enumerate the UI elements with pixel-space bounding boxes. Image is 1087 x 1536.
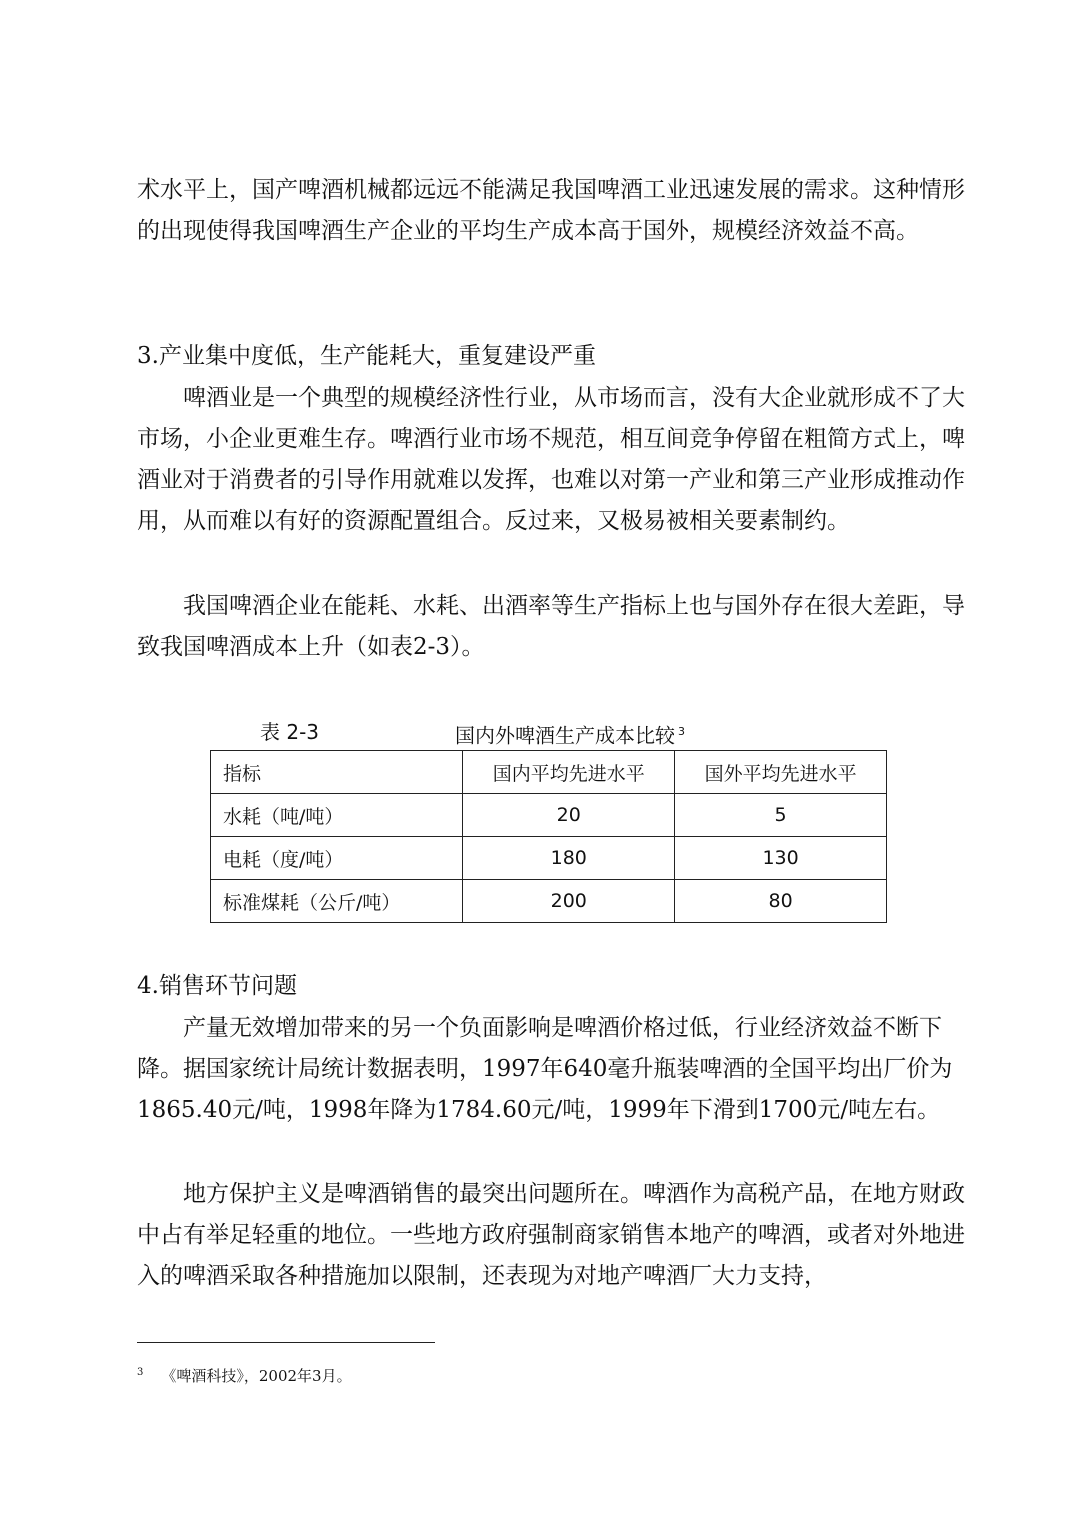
table-label: 表 2-3 (260, 720, 320, 744)
section-heading-4: 4.销售环节问题 (137, 973, 297, 999)
footnote-separator (137, 1342, 435, 1343)
table-cell: 20 (463, 794, 675, 837)
table-header-row (211, 751, 887, 794)
cost-comparison-table (210, 750, 887, 923)
table-cell: 180 (463, 837, 675, 880)
table-row (211, 837, 887, 880)
table-header-cell: 国内平均先进水平 (463, 751, 675, 794)
footnote (137, 1362, 352, 1387)
table-header-cell: 指标 (211, 751, 463, 794)
footnote-text: 《啤酒科技》，2002年3月。 (161, 1367, 352, 1385)
table-title-text: 国内外啤酒生产成本比较 (455, 723, 675, 748)
table-cell: 130 (675, 837, 887, 880)
footnote-mark: 3 (137, 1367, 144, 1378)
table-header-cell: 国外平均先进水平 (675, 751, 887, 794)
table-title (455, 716, 685, 752)
table-row (211, 794, 887, 837)
paragraph-scale-economy: 啤酒业是一个典型的规模经济性行业，从市场而言，没有大企业就形成不了大市场，小企业更难生存。啤酒行业市场不规范，相互间竞争停留在粗简方式上，啤酒业对于消费者的引导作用就难以发挥，也难以对第一产业和第三产业形成推动作用，从而难以有好的资源配置组合。反过来，又极易被相关要素制约。 (137, 385, 965, 534)
table-cell: 电耗（度/吨） (211, 837, 463, 880)
table-cell: 200 (463, 880, 675, 923)
paragraph-price-decline: 产量无效增加带来的另一个负面影响是啤酒价格过低，行业经济效益不断下降。据国家统计局统计数据表明，1997年640毫升瓶装啤酒的全国平均出厂价为1865.40元/吨，1998年降为1784.60元/吨，1999年下滑到1700元/吨左右。 (137, 1015, 953, 1123)
table-row (211, 880, 887, 923)
table-title-footnote-mark: 3 (678, 725, 685, 738)
table-cell: 80 (675, 880, 887, 923)
table-cell: 标准煤耗（公斤/吨） (211, 880, 463, 923)
paragraph-local-protection: 地方保护主义是啤酒销售的最突出问题所在。啤酒作为高税产品，在地方财政中占有举足轻重的地位。一些地方政府强制商家销售本地产的啤酒，或者对外地进入的啤酒采取各种措施加以限制，还表现为对地产啤酒厂大力支持， (137, 1181, 965, 1289)
paragraph-energy-gap: 我国啤酒企业在能耗、水耗、出酒率等生产指标上也与国外存在很大差距，导致我国啤酒成本上升（如表2-3）。 (137, 593, 965, 660)
table-cell: 水耗（吨/吨） (211, 794, 463, 837)
paragraph-continuation: 术水平上，国产啤酒机械都远远不能满足我国啤酒工业迅速发展的需求。这种情形的出现使得我国啤酒生产企业的平均生产成本高于国外，规模经济效益不高。 (137, 177, 965, 244)
section-heading-3: 3.产业集中度低，生产能耗大，重复建设严重 (137, 343, 596, 369)
table-cell: 5 (675, 794, 887, 837)
